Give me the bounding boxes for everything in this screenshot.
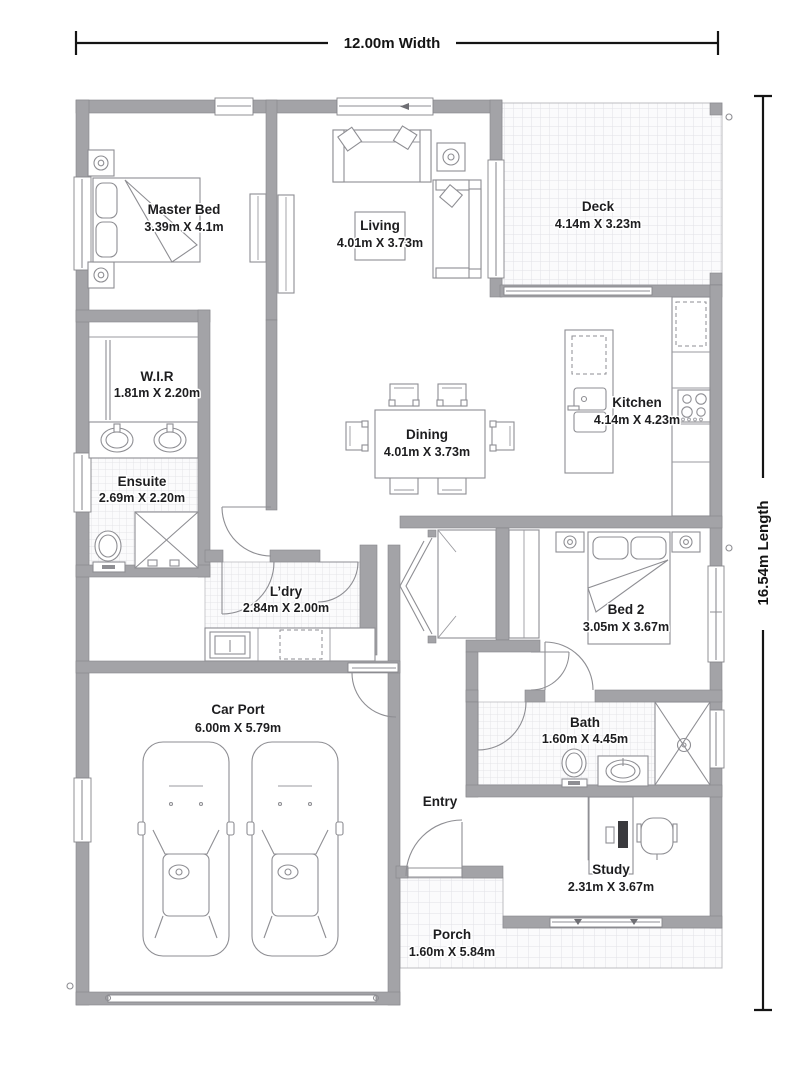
dining-chair-icon [389, 384, 419, 406]
room-dims: 1.60m X 4.45m [541, 732, 629, 746]
office-chair-icon [637, 818, 677, 860]
room-entry [423, 794, 458, 809]
cooktop-icon [678, 390, 710, 422]
shower-icon [655, 702, 710, 785]
length-dimension-label: 16.54m Length [755, 500, 772, 606]
room-label: Kitchen [612, 395, 662, 410]
front-door-opening [408, 868, 462, 877]
room-dims: 4.14m X 3.23m [554, 217, 642, 231]
ensuite-window-left [74, 453, 91, 512]
bed2-door [545, 642, 593, 690]
room-dims: 1.81m X 2.20m [113, 386, 201, 400]
room-dims: 4.14m X 4.23m [593, 413, 681, 427]
room-dining [346, 384, 514, 494]
room-ensuite [89, 422, 198, 572]
dining-table-icon [375, 410, 485, 478]
computer-monitor-icon [618, 821, 628, 848]
room-label: Study [592, 862, 630, 877]
room-dims: 2.31m X 3.67m [567, 880, 655, 894]
living-window-top [337, 98, 433, 115]
toilet-icon [562, 749, 587, 787]
width-dimension-label: 12.00m Width [343, 35, 441, 52]
chaise-lounge-icon [433, 180, 481, 278]
length-dimension [754, 96, 772, 1010]
room-label: Dining [406, 427, 448, 442]
dining-chair-icon [346, 421, 368, 451]
dining-chair-icon [437, 384, 467, 406]
living-deck-window [488, 160, 504, 278]
master-window-left [74, 177, 91, 270]
laundry-tub-icon [210, 632, 250, 658]
room-label: Ensuite [117, 474, 167, 489]
master-window-top [215, 98, 253, 115]
room-dims: 3.05m X 3.67m [582, 620, 670, 634]
linen-closet-icon [438, 530, 496, 638]
deck-sliding-door [504, 287, 652, 295]
room-dims: 3.39m X 4.1m [144, 220, 224, 234]
nightstand-lamp-icon [88, 150, 114, 176]
linen-closet-icon [509, 530, 539, 638]
room-label: Porch [432, 927, 472, 942]
nightstand-lamp-icon [556, 532, 584, 552]
hall-vestibule-door [531, 652, 569, 690]
dining-chair-icon [490, 421, 514, 451]
carport-window-left [74, 778, 91, 842]
room-dims: 2.69m X 2.20m [98, 491, 186, 505]
study-window-bottom [550, 918, 662, 927]
room-label: W.I.R [140, 369, 174, 384]
kitchen-island-icon [565, 330, 613, 473]
car-icon [138, 742, 234, 956]
room-dims: 1.60m X 5.84m [408, 945, 496, 959]
room-dims: 6.00m X 5.79m [194, 721, 282, 735]
room-kitchen [565, 297, 710, 516]
deck-area [502, 103, 732, 285]
width-dimension [76, 31, 718, 55]
hall-bifold-doors [400, 538, 432, 634]
room-bed2 [556, 532, 700, 644]
kitchen-counter [672, 297, 710, 516]
room-label: Living [360, 218, 400, 233]
lamp-side-table-icon [437, 143, 465, 171]
room-wir [89, 337, 200, 420]
vanity-basin-icon [89, 422, 198, 458]
room-label: Bath [570, 715, 600, 730]
corridor-door [222, 507, 271, 556]
room-label: Entry [422, 794, 458, 809]
room-label: Car Port [211, 702, 265, 717]
room-label: Deck [581, 199, 615, 214]
shower-icon [135, 512, 198, 568]
nightstand-lamp-icon [672, 532, 700, 552]
room-study [568, 797, 677, 894]
room-label: L’dry [269, 584, 303, 599]
room-label: Master Bed [147, 202, 221, 217]
vanity-basin-icon [598, 756, 648, 786]
room-dims: 2.84m X 2.00m [242, 601, 330, 615]
hall-closets [438, 530, 539, 638]
car-icon [247, 742, 343, 956]
nightstand-lamp-icon [88, 262, 114, 288]
sofa-icon [333, 126, 431, 182]
room-dims: 4.01m X 3.73m [383, 445, 471, 459]
room-dims: 4.01m X 3.73m [336, 236, 424, 250]
room-label: Bed 2 [607, 602, 645, 617]
room-master-bed [88, 150, 294, 293]
room-carport [138, 702, 343, 956]
room-living [333, 126, 481, 278]
